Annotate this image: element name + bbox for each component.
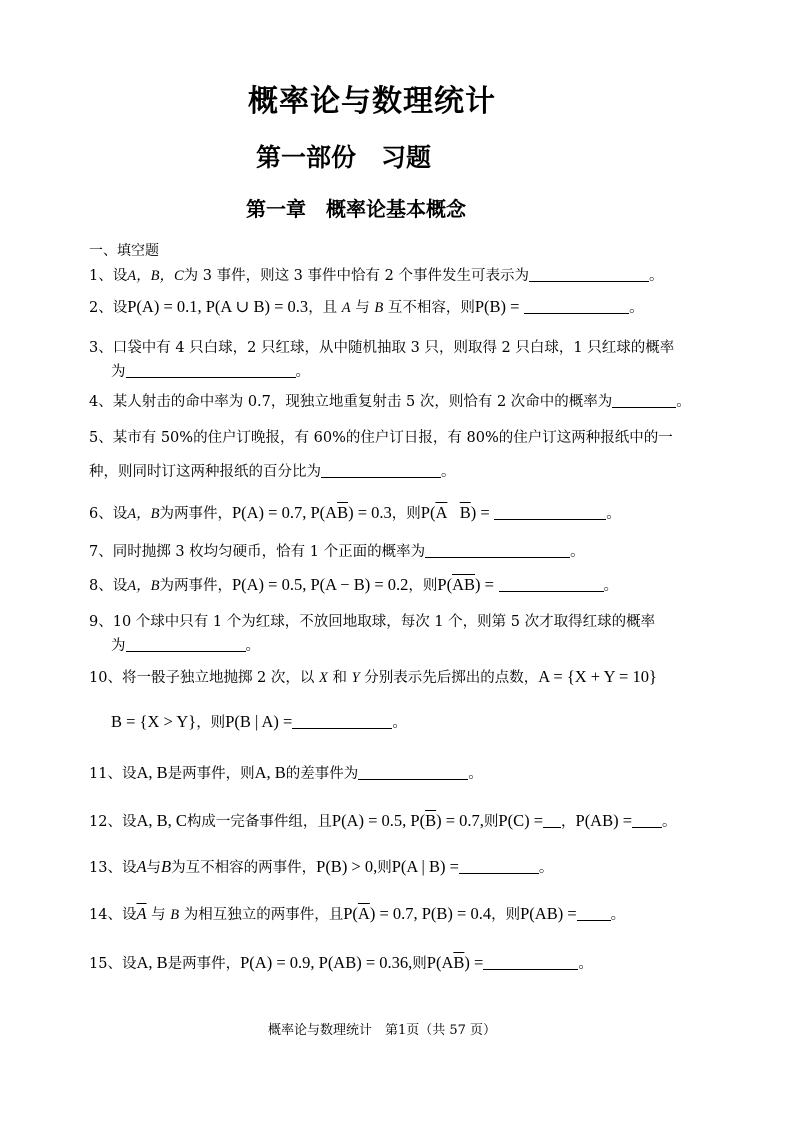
question-15: 15、设A, B是两事件，P(A) = 0.9, P(AB) = 0.36,则$P(A\overline{B})$ = 。 [89,953,593,972]
question-3-cont: 为 。 [111,364,310,380]
question-1: 1、设A，B，C为 3 事件，则这 3 事件中恰有 2 个事件发生可表示为 。 [89,268,664,284]
question-5-cont: 种，则同时订这两种报纸的百分比为 。 [89,464,456,480]
page-footer: 概率论与数理统计 第1页（共 57 页） [267,1023,497,1038]
question-6: 6、设A，B为两事件，P(A) = 0.7, $P(A\overline{B}) = 0.3$，则$P(\overline{A}$ $\overline{B}$) = 。 [89,503,621,522]
question-5: 5、某市有 50%的住户订晚报，有 60%的住户订日报，有 80%的住户订这两种报纸中的一 [89,430,673,446]
question-9: 9、10 个球中只有 1 个为红球，不放回地取球，每次 1 个，则第 5 次才取得红球的概率 [89,614,656,630]
question-10: 10、将一骰子独立地抛掷 2 次，以 X 和 Y 分别表示先后掷出的点数，A = {X + Y = 10} [89,667,657,686]
chapter-heading: 第一章 概率论基本概念 [246,197,466,221]
question-7: 7、同时抛掷 3 枚均匀硬币，恰有 1 个正面的概率为 。 [89,544,585,560]
question-2: 2、设P(A) = 0.1, P(A ∪ B) = 0.3，且 A 与 B 互不相容，则P(B) = 。 [89,297,644,316]
question-10-cont: B = {X > Y}，则P(B | A) = 。 [111,712,407,731]
question-11: 11、设A, B是两事件，则A, B的差事件为 。 [89,763,483,782]
question-3: 3、口袋中有 4 只白球，2 只红球，从中随机抽取 3 只，则取得 2 只白球，1 只红球的概率 [89,340,675,356]
section-heading: 一、填空题 [89,243,159,259]
question-14: 14、设$\overline{A}$ 与 B 为相互独立的两事件，且$P(\overline{A}) = 0.7$, P(B) = 0.4，则P(AB) = 。 [89,904,626,923]
question-9-cont: 为 。 [111,638,260,654]
question-13: 13、设A与B为互不相容的两事件，P(B) > 0,则P(A | B) = 。 [89,857,554,876]
question-4: 4、某人射击的命中率为 0.7，现独立地重复射击 5 次，则恰有 2 次命中的概率为 。 [89,394,691,410]
document-title: 概率论与数理统计 [248,84,496,119]
question-8: 8、设A，B为两事件，P(A) = 0.5, P(A − B) = 0.2，则$P(\overline{AB})$ = 。 [89,575,619,594]
part-heading: 第一部份 习题 [256,143,432,172]
question-12: 12、设A, B, C构成一完备事件组，且P(A) = 0.5, $P(\overline{B}) = 0.7$,则P(C) = ，P(AB) = 。 [89,811,677,830]
